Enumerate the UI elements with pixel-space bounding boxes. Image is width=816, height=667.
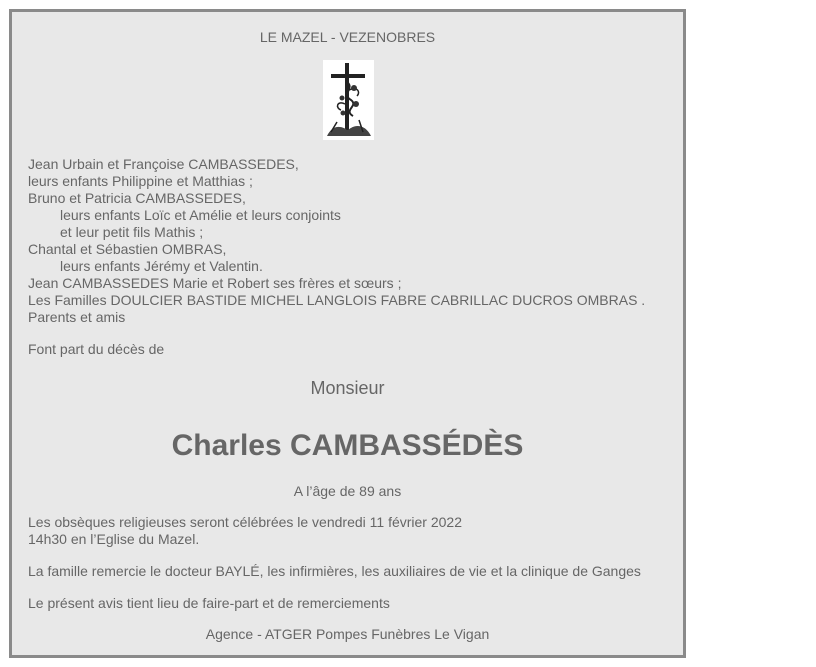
funeral-details — [28, 514, 462, 548]
family-line: Jean CAMBASSEDES Marie et Robert ses frères et sœurs ; — [28, 275, 402, 291]
family-line: Jean Urbain et Françoise CAMBASSEDES, — [28, 156, 299, 172]
family-line: Les Familles DOULCIER BASTIDE MICHEL LANGLOIS FABRE CABRILLAC DUCROS OMBRAS . — [28, 292, 646, 308]
deceased-title: Monsieur — [310, 378, 385, 398]
thanks-text: La famille remercie le docteur BAYLÉ, les infirmières, les auxiliaires de vie et la clinique de Ganges — [28, 563, 641, 579]
family-line: Chantal et Sébastien OMBRAS, — [28, 241, 227, 257]
obituary-card — [9, 9, 686, 658]
family-line: leurs enfants Jérémy et Valentin. — [60, 258, 263, 274]
funeral-place-line: 14h30 en l’Eglise du Mazel. — [28, 531, 200, 547]
family-line: et leur petit fils Mathis ; — [60, 224, 204, 240]
deceased-name: Charles CAMBASSÉDÈS — [171, 429, 524, 462]
agency-footer: Agence - ATGER Pompes Funèbres Le Vigan — [205, 626, 490, 642]
family-list — [28, 156, 645, 326]
deceased-age: A l’âge de 89 ans — [293, 483, 402, 499]
family-line: Parents et amis — [28, 309, 126, 325]
announcement-text: Font part du décès de — [28, 341, 165, 357]
family-line: leurs enfants Philippine et Matthias ; — [28, 173, 253, 189]
family-line: leurs enfants Loïc et Amélie et leurs conjoints — [60, 207, 341, 223]
funeral-date-line: Les obsèques religieuses seront célébrées le vendredi 11 février 2022 — [28, 514, 463, 530]
cross-icon — [323, 60, 374, 140]
notice-text: Le présent avis tient lieu de faire-part et de remerciements — [28, 595, 390, 611]
location-header: LE MAZEL - VEZENOBRES — [259, 29, 436, 45]
family-line: Bruno et Patricia CAMBASSEDES, — [28, 190, 246, 206]
